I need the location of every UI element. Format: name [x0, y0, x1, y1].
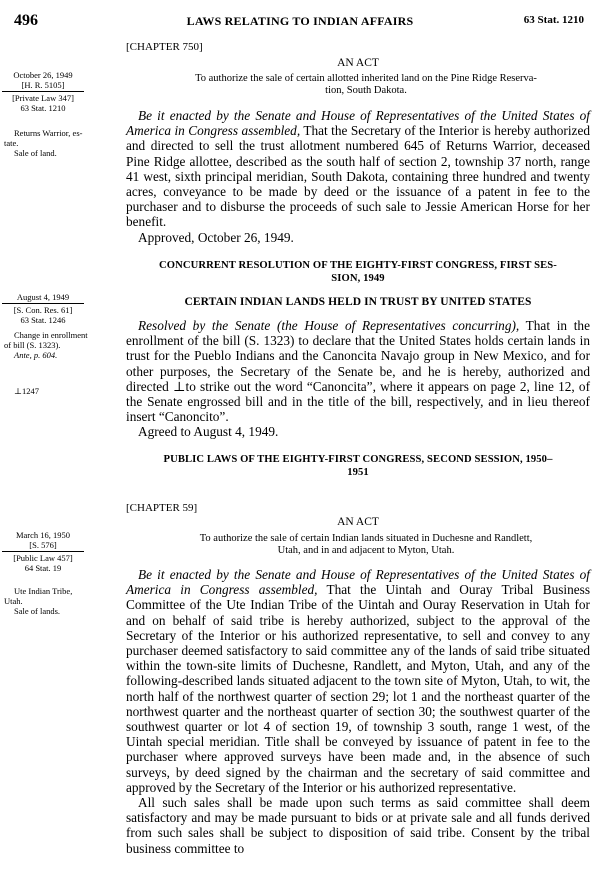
chapter-59-title: To authorize the sale of certain Indian lands situated in Duchesne and Randlett, Utah, and in and adjacent to Myton, Utah. [199, 533, 533, 556]
chapter-750-act-heading: AN ACT [337, 57, 379, 69]
page-number: 496 [14, 12, 38, 29]
margin-rule [2, 91, 84, 92]
header-stat-citation: 63 Stat. 1210 [523, 14, 584, 26]
running-header [0, 12, 600, 32]
margin-rule [2, 303, 84, 304]
concurrent-resolution-body: Resolved by the Senate (the House of Representatives concurring), That in the enrollment of the bill (S. 1323) to declare that the United States holds certain lands in trust for the Pueblo Indians and the Canoncita Navajo group in New Mexico, and for other purposes, the Secretary of the Senate be, and he is hereby, authorized and directed ⊥to strike out the word “Canoncita”, where it appears on page 2, line 12, of the Senate engrossed bill and in the title of the bill, respectively, and in lieu thereof insert “Canoncito”. Agreed to August 4, 1949. [126, 318, 590, 440]
chapter-750-margin-citation: October 26, 1949 [H. R. 5105] [Private Law 347] 63 Stat. 1210 [2, 70, 84, 113]
page-break-marker: ⊥1247 [14, 386, 39, 396]
chapter-750-label: [CHAPTER 750] [126, 41, 203, 53]
chapter-750-body [126, 108, 590, 245]
enacting-clause: Be it enacted by the Senate and House of Representatives of the United States of America in Congress assembled, [126, 567, 590, 598]
chapter-750-text: That the Secretary of the Interior is hereby authorized and directed to sell the trust allotment numbered 645 of Returns Warrior, deceased Pine Ridge allottee, described as the south half of section 2, township 37 north, range 41 west, sixth principal meridian, South Dakota, containing three hundred and twenty acres, conveyance to be made by deed or the issuance of a patent in fee to the purchaser and to disburse the proceeds of such sale to Jessie American Horse for her benefit. [126, 123, 591, 230]
chapter-59-margin-citation: March 16, 1950 [S. 576] [Public Law 457] 64 Stat. 19 [2, 530, 84, 573]
running-title: LAWS RELATING TO INDIAN AFFAIRS [186, 14, 414, 28]
chapter-59-body [126, 567, 590, 856]
chapter-59-margin-notes: Ute Indian Tribe, Utah. Sale of lands. [4, 586, 73, 616]
chapter-59-label: [CHAPTER 59] [126, 502, 198, 514]
margin-rule [2, 551, 84, 552]
chapter-59-act-heading: AN ACT [337, 516, 379, 528]
concurrent-resolution-heading: CONCURRENT RESOLUTION OF THE EIGHTY-FIRST CONGRESS, FIRST SES- SION, 1949 [159, 260, 557, 284]
concurrent-resolution-text: That in the enrollment of the bill (S. 1323) to declare that the United States holds certain lands in trust for the Pueblo Indians and the Canoncita Navajo group in New Mexico, and for other purposes, the Secretary of the Senate be, and he is hereby, authorized and directed ⊥to strike out the word “Canoncita”, where it appears on page 2, line 12, of the Senate engrossed bill and in the title of the bill, respectively, and in lieu thereof insert “Canoncito”. [126, 318, 590, 425]
concurrent-agreed: Agreed to August 4, 1949. [138, 424, 279, 440]
chapter-59-text-continued: All such sales shall be made upon such terms as said committee shall deem satisfactory and may be made pursuant to bids or at private sale and all funds derived from such sales shall be subject to disposition of said tribe. Consent by the tribal business committee to [126, 795, 590, 856]
concurrent-margin-notes: Change in enrollment of bill (S. 1323). Ante, p. 604. [4, 330, 88, 360]
public-laws-heading: PUBLIC LAWS OF THE EIGHTY-FIRST CONGRESS, SECOND SESSION, 1950– 1951 [163, 454, 553, 478]
chapter-750-margin-notes: Returns Warrior, es- tate. Sale of land. [4, 128, 83, 158]
concurrent-margin-citation: August 4, 1949 [S. Con. Res. 61] 63 Stat. 1246 [2, 292, 84, 325]
chapter-59-text: That the Uintah and Ouray Tribal Business Committee of the Ute Indian Tribe of the Uintah and Ouray Reservation in Utah for and on behalf of said tribe is hereby authorized, subject to the approval of the Secretary of the Interior or his authorized representative, to sell and convey to any purchaser deemed satisfactory to said committee any of the lands of said tribe situated within the town-site limits of Duchesne, Randlett, and Myton, Utah, and any of the following-described lands situated adjacent to the town site of Myton, Utah, to wit, the north half of the northwest quarter of section 29; lot 1 and the northeast quarter of the northwest quarter and the northeast quarter of section 30; the southwest quarter of the southwest quarter or lot 4 of section 19, of township 3 south, range 1 west, of the Uintah special meridian. Title shall be conveyed by issuance of patent in fee to the purchaser where approved surveys have been made and, in the absence of such surveys, by deed signed by the chairman and the secretary of said committee and approved by the Secretary of the Interior or his authorized representative. [126, 582, 591, 795]
chapter-750-title: To authorize the sale of certain allotted inherited land on the Pine Ridge Reserva- tion, South Dakota. [195, 73, 537, 96]
resolving-clause: Resolved by the Senate [138, 318, 271, 333]
chapter-750-approved: Approved, October 26, 1949. [138, 229, 294, 245]
concurrent-resolution-title: CERTAIN INDIAN LANDS HELD IN TRUST BY UNITED STATES [184, 296, 532, 308]
enacting-clause: Be it enacted by the Senate and House of Representatives of the United States of America in Congress assembled, [126, 108, 590, 139]
